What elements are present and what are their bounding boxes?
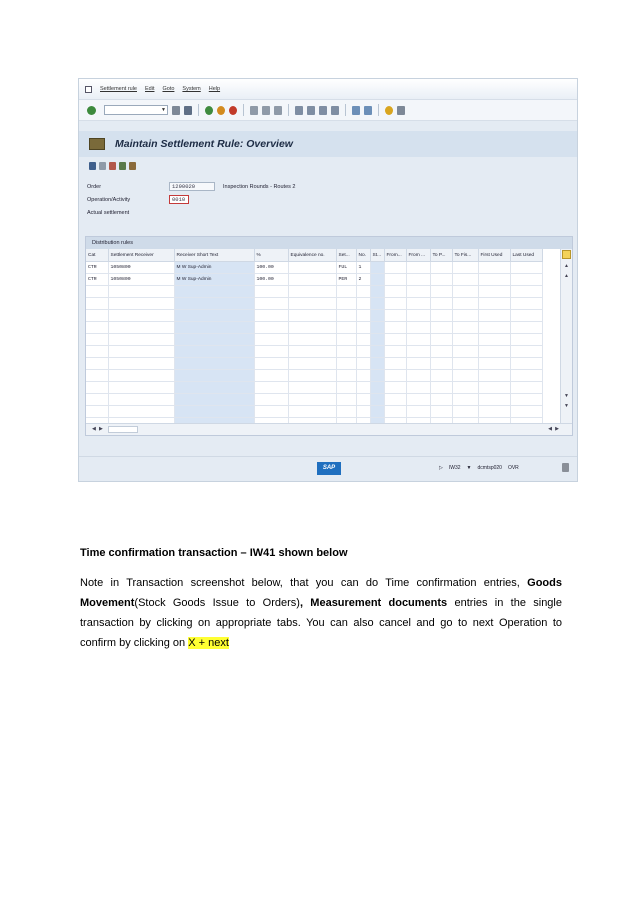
table-cell[interactable] — [174, 370, 254, 382]
enter-icon[interactable] — [87, 106, 96, 115]
table-cell[interactable] — [430, 394, 452, 406]
table-cell[interactable] — [86, 382, 108, 394]
column-settings-icon[interactable] — [562, 250, 571, 259]
actual-settlement-label: Actual settlement — [87, 209, 130, 216]
table-cell[interactable] — [174, 322, 254, 334]
responsibility-icon[interactable] — [129, 162, 136, 170]
table-cell[interactable] — [174, 394, 254, 406]
table-cell[interactable] — [370, 298, 384, 310]
table-cell[interactable] — [86, 370, 108, 382]
back-icon[interactable] — [172, 106, 180, 115]
table-cell[interactable] — [356, 334, 370, 346]
table-row[interactable] — [86, 298, 542, 310]
table-cell[interactable] — [336, 310, 356, 322]
table-cell[interactable] — [384, 358, 406, 370]
transaction-icon — [89, 138, 105, 150]
table-cell[interactable]: 100.00 — [254, 262, 288, 274]
column-header[interactable]: Cat — [86, 249, 108, 262]
table-row[interactable] — [86, 286, 542, 298]
find-next-icon[interactable] — [274, 106, 282, 115]
table-cell[interactable] — [86, 346, 108, 358]
table-cell[interactable] — [406, 286, 430, 298]
layout-menu-icon[interactable] — [397, 106, 405, 115]
table-cell[interactable] — [336, 322, 356, 334]
table-cell[interactable] — [384, 394, 406, 406]
table-cell[interactable] — [86, 322, 108, 334]
table-cell[interactable] — [108, 406, 174, 418]
table-cell[interactable] — [356, 346, 370, 358]
horizontal-scrollbar[interactable] — [86, 423, 572, 435]
column-header[interactable]: Equivalence no. — [288, 249, 336, 262]
table-cell[interactable] — [288, 370, 336, 382]
table-cell[interactable] — [174, 406, 254, 418]
save-icon[interactable] — [184, 106, 192, 115]
table-cell[interactable] — [384, 322, 406, 334]
order-label: Order — [87, 183, 102, 190]
table-cell[interactable] — [108, 334, 174, 346]
table-cell[interactable] — [510, 370, 542, 382]
table-cell[interactable] — [478, 322, 510, 334]
table-row[interactable] — [86, 346, 542, 358]
settlement-header-form — [87, 181, 567, 223]
table-cell[interactable] — [288, 346, 336, 358]
table-cell[interactable] — [478, 334, 510, 346]
overview-icon[interactable] — [89, 162, 96, 170]
new-session-icon[interactable] — [352, 106, 360, 115]
menu-system[interactable]: System — [182, 86, 201, 92]
table-cell[interactable] — [108, 310, 174, 322]
table-cell[interactable] — [452, 334, 478, 346]
print-icon[interactable] — [250, 106, 258, 115]
table-row[interactable] — [86, 358, 542, 370]
table-cell[interactable] — [452, 346, 478, 358]
table-cell[interactable] — [478, 274, 510, 286]
table-cell[interactable]: 1050800 — [108, 274, 174, 286]
goods-movement-bold: Goods Movement — [80, 577, 562, 609]
next-page-icon[interactable] — [319, 106, 327, 115]
table-cell[interactable] — [108, 358, 174, 370]
table-cell[interactable] — [510, 346, 542, 358]
column-header[interactable]: Last Used — [510, 249, 542, 262]
distribution-rules-header: Distribution rules — [86, 237, 572, 249]
menu-edit[interactable]: Edit — [145, 86, 155, 92]
highlighted-text: X + next — [188, 637, 229, 649]
window-menu-icon[interactable] — [85, 86, 92, 93]
order-row — [87, 181, 295, 192]
table-cell[interactable] — [384, 346, 406, 358]
operation-row — [87, 194, 189, 205]
table-cell[interactable] — [174, 334, 254, 346]
help-icon[interactable] — [385, 106, 393, 115]
sap-logo: SAP — [317, 462, 341, 475]
table-cell[interactable] — [336, 358, 356, 370]
table-cell[interactable] — [288, 334, 336, 346]
back-nav-icon[interactable] — [205, 106, 213, 115]
standard-toolbar — [79, 99, 577, 121]
delete-icon[interactable] — [109, 162, 116, 170]
chevron-down-icon[interactable]: ▼ — [161, 107, 166, 113]
table-cell[interactable] — [384, 370, 406, 382]
system-info — [439, 465, 519, 471]
table-cell[interactable] — [452, 298, 478, 310]
scroll-left-icon[interactable]: ◀ — [92, 426, 96, 432]
table-cell[interactable] — [384, 310, 406, 322]
table-cell[interactable] — [406, 262, 430, 274]
table-cell[interactable] — [356, 370, 370, 382]
scroll-left-end-icon[interactable]: ◀ — [548, 426, 552, 432]
table-cell[interactable] — [108, 370, 174, 382]
column-header[interactable]: Set... — [336, 249, 356, 262]
table-cell[interactable]: 2 — [356, 274, 370, 286]
table-cell[interactable]: CTR — [86, 274, 108, 286]
table-cell[interactable] — [108, 298, 174, 310]
table-cell[interactable]: 1 — [356, 262, 370, 274]
table-cell[interactable] — [108, 286, 174, 298]
table-cell[interactable] — [384, 298, 406, 310]
first-page-icon[interactable] — [295, 106, 303, 115]
table-cell[interactable] — [254, 406, 288, 418]
table-cell[interactable] — [384, 334, 406, 346]
copy-icon[interactable] — [119, 162, 126, 170]
table-cell[interactable] — [478, 298, 510, 310]
vertical-scrollbar[interactable] — [560, 249, 572, 425]
table-cell[interactable] — [406, 322, 430, 334]
column-header[interactable]: St... — [370, 249, 384, 262]
table-cell[interactable] — [406, 406, 430, 418]
table-cell[interactable] — [370, 358, 384, 370]
lock-icon — [562, 463, 569, 472]
table-cell[interactable] — [384, 406, 406, 418]
table-cell[interactable]: 100.00 — [254, 274, 288, 286]
horizontal-scroll-thumb[interactable] — [108, 426, 138, 433]
scroll-right-small-icon[interactable]: ▶ — [99, 426, 103, 432]
measurement-documents-bold: , Measurement documents — [299, 597, 448, 609]
table-cell[interactable] — [336, 298, 356, 310]
table-cell[interactable] — [406, 394, 430, 406]
table-cell[interactable] — [430, 346, 452, 358]
table-cell[interactable] — [336, 406, 356, 418]
toolbar-separator — [378, 104, 379, 116]
table-cell[interactable] — [452, 274, 478, 286]
table-cell[interactable] — [356, 310, 370, 322]
column-header[interactable]: From... — [384, 249, 406, 262]
table-cell[interactable] — [86, 298, 108, 310]
table-row[interactable] — [86, 334, 542, 346]
table-cell[interactable] — [406, 346, 430, 358]
table-cell[interactable] — [254, 346, 288, 358]
scroll-right-icon[interactable]: ▶ — [555, 426, 559, 432]
toolbar-separator — [345, 104, 346, 116]
paragraph-text-1: Note in Transaction screenshot below, that you can do Time confirmation entries, — [80, 577, 528, 589]
table-cell[interactable] — [510, 298, 542, 310]
column-header[interactable]: First Used — [478, 249, 510, 262]
table-cell[interactable] — [254, 310, 288, 322]
table-cell[interactable] — [370, 394, 384, 406]
table-header-row — [86, 249, 542, 262]
table-row[interactable] — [86, 382, 542, 394]
table-cell[interactable] — [336, 382, 356, 394]
table-cell[interactable] — [86, 406, 108, 418]
insert-mode: OVR — [507, 465, 519, 471]
command-field[interactable] — [104, 105, 168, 115]
table-cell[interactable] — [370, 382, 384, 394]
table-cell[interactable] — [108, 322, 174, 334]
table-cell[interactable] — [478, 370, 510, 382]
table-row[interactable] — [86, 310, 542, 322]
table-cell[interactable] — [370, 286, 384, 298]
table-cell[interactable] — [254, 358, 288, 370]
table-cell[interactable]: PER — [336, 274, 356, 286]
menu-settlement-rule[interactable]: Settlement rule — [100, 86, 137, 92]
table-cell[interactable] — [430, 262, 452, 274]
last-page-icon[interactable] — [331, 106, 339, 115]
table-cell[interactable] — [478, 286, 510, 298]
table-cell[interactable] — [510, 382, 542, 394]
table-cell[interactable] — [430, 334, 452, 346]
table-cell[interactable] — [288, 298, 336, 310]
table-cell[interactable] — [430, 370, 452, 382]
distribution-rules-table — [85, 236, 573, 436]
table-cell[interactable] — [108, 346, 174, 358]
table-cell[interactable] — [288, 322, 336, 334]
table-cell[interactable] — [254, 382, 288, 394]
actual-settlement-row — [87, 207, 169, 218]
table-cell[interactable] — [478, 406, 510, 418]
section-heading: Time confirmation transaction – IW41 shown below — [80, 547, 348, 559]
operation-label: Operation/Activity — [87, 196, 131, 203]
table-cell[interactable] — [254, 370, 288, 382]
table-cell[interactable] — [510, 286, 542, 298]
table-cell[interactable] — [510, 334, 542, 346]
chevron-down-icon[interactable]: ▼ — [466, 465, 472, 471]
table-cell[interactable] — [384, 382, 406, 394]
server-name: dcmtsp020 — [477, 465, 502, 471]
play-icon[interactable]: ▷ — [439, 465, 443, 471]
table-cell[interactable] — [510, 274, 542, 286]
paragraph-text-2: (Stock Goods Issue to Orders) — [134, 597, 300, 609]
distribution-grid — [86, 249, 543, 430]
table-cell[interactable] — [406, 310, 430, 322]
table-cell[interactable] — [430, 274, 452, 286]
body-paragraph — [80, 573, 562, 653]
table-cell[interactable] — [452, 370, 478, 382]
table-cell[interactable] — [336, 346, 356, 358]
table-cell[interactable] — [86, 334, 108, 346]
table-cell[interactable] — [510, 394, 542, 406]
table-cell[interactable] — [452, 310, 478, 322]
table-cell[interactable] — [370, 334, 384, 346]
table-cell[interactable] — [452, 286, 478, 298]
table-cell[interactable] — [288, 286, 336, 298]
table-cell[interactable] — [174, 286, 254, 298]
table-cell[interactable] — [356, 322, 370, 334]
table-cell[interactable] — [384, 262, 406, 274]
table-cell[interactable] — [254, 286, 288, 298]
table-cell[interactable]: M W Sup-Admin — [174, 274, 254, 286]
table-cell[interactable] — [254, 334, 288, 346]
operation-field[interactable]: 0010 — [169, 195, 189, 204]
table-cell[interactable] — [288, 382, 336, 394]
table-cell[interactable] — [430, 286, 452, 298]
table-cell[interactable] — [370, 370, 384, 382]
table-cell[interactable] — [86, 394, 108, 406]
menu-goto[interactable]: Goto — [162, 86, 175, 92]
table-cell[interactable] — [370, 262, 384, 274]
column-header[interactable]: Receiver Short Text — [174, 249, 254, 262]
table-cell[interactable] — [174, 298, 254, 310]
menu-help[interactable]: Help — [208, 86, 221, 92]
find-icon[interactable] — [262, 106, 270, 115]
table-cell[interactable] — [356, 406, 370, 418]
toolbar-separator — [198, 104, 199, 116]
table-cell[interactable] — [356, 394, 370, 406]
table-cell[interactable] — [174, 382, 254, 394]
exit-icon[interactable] — [217, 106, 225, 115]
table-cell[interactable] — [510, 358, 542, 370]
order-description: Inspection Rounds - Routes 2 — [223, 183, 296, 190]
table-row[interactable] — [86, 322, 542, 334]
table-cell[interactable] — [406, 382, 430, 394]
detail-icon[interactable] — [99, 162, 106, 170]
scroll-page-down-icon[interactable]: ▼ — [564, 393, 569, 399]
table-cell[interactable] — [406, 358, 430, 370]
table-cell[interactable] — [254, 322, 288, 334]
table-cell[interactable] — [478, 394, 510, 406]
table-cell[interactable] — [430, 322, 452, 334]
title-bar — [79, 131, 577, 157]
table-cell[interactable] — [510, 310, 542, 322]
table-cell[interactable]: M W Sup-Admin — [174, 262, 254, 274]
table-cell[interactable]: 1050800 — [108, 262, 174, 274]
table-cell[interactable] — [174, 346, 254, 358]
table-cell[interactable] — [108, 394, 174, 406]
table-cell[interactable] — [430, 310, 452, 322]
table-cell[interactable] — [406, 274, 430, 286]
scroll-up-icon[interactable]: ▲ — [564, 263, 569, 269]
table-cell[interactable]: FUL — [336, 262, 356, 274]
column-header[interactable]: From ... — [406, 249, 430, 262]
column-header[interactable]: % — [254, 249, 288, 262]
toolbar-separator — [288, 104, 289, 116]
table-cell[interactable] — [356, 358, 370, 370]
table-cell[interactable] — [370, 406, 384, 418]
table-row[interactable] — [86, 406, 542, 418]
table-cell[interactable] — [510, 262, 542, 274]
scroll-down-icon[interactable]: ▼ — [564, 403, 569, 409]
toolbar-separator — [243, 104, 244, 116]
application-toolbar — [79, 157, 577, 175]
scroll-page-up-icon[interactable]: ▲ — [564, 273, 569, 279]
table-cell[interactable] — [370, 322, 384, 334]
table-cell[interactable] — [452, 406, 478, 418]
transaction-code: IW32 — [448, 465, 461, 471]
table-cell[interactable] — [478, 346, 510, 358]
table-cell[interactable] — [478, 262, 510, 274]
table-cell[interactable] — [86, 310, 108, 322]
table-row[interactable] — [86, 370, 542, 382]
table-cell[interactable] — [288, 274, 336, 286]
table-cell[interactable] — [406, 334, 430, 346]
table-cell[interactable]: CTR — [86, 262, 108, 274]
table-cell[interactable] — [510, 406, 542, 418]
table-cell[interactable] — [336, 394, 356, 406]
table-cell[interactable] — [108, 382, 174, 394]
status-bar — [79, 456, 577, 481]
table-cell[interactable] — [430, 358, 452, 370]
table-cell[interactable] — [430, 382, 452, 394]
table-cell[interactable] — [452, 382, 478, 394]
table-cell[interactable] — [452, 322, 478, 334]
table-cell[interactable] — [336, 370, 356, 382]
table-cell[interactable] — [452, 394, 478, 406]
table-cell[interactable] — [288, 358, 336, 370]
table-cell[interactable] — [370, 274, 384, 286]
table-cell[interactable] — [452, 358, 478, 370]
table-cell[interactable] — [406, 298, 430, 310]
shortcut-icon[interactable] — [364, 106, 372, 115]
table-cell[interactable] — [356, 286, 370, 298]
table-cell[interactable] — [288, 406, 336, 418]
table-cell[interactable] — [336, 286, 356, 298]
table-cell[interactable] — [174, 310, 254, 322]
table-cell[interactable] — [174, 358, 254, 370]
cancel-icon[interactable] — [229, 106, 237, 115]
table-cell[interactable] — [406, 370, 430, 382]
column-header[interactable]: Settlement Receiver — [108, 249, 174, 262]
table-cell[interactable] — [384, 274, 406, 286]
table-cell[interactable] — [430, 406, 452, 418]
table-cell[interactable] — [478, 310, 510, 322]
previous-page-icon[interactable] — [307, 106, 315, 115]
table-row[interactable] — [86, 262, 542, 274]
table-cell[interactable] — [370, 346, 384, 358]
table-cell[interactable] — [288, 394, 336, 406]
table-cell[interactable] — [254, 298, 288, 310]
table-cell[interactable] — [288, 310, 336, 322]
column-header[interactable]: No. — [356, 249, 370, 262]
column-header[interactable]: To Fis... — [452, 249, 478, 262]
page-title: Maintain Settlement Rule: Overview — [115, 138, 293, 150]
table-cell[interactable] — [452, 262, 478, 274]
table-cell[interactable] — [384, 286, 406, 298]
table-cell[interactable] — [430, 298, 452, 310]
table-cell[interactable] — [336, 334, 356, 346]
table-cell[interactable] — [86, 286, 108, 298]
table-cell[interactable] — [356, 298, 370, 310]
table-cell[interactable] — [288, 262, 336, 274]
table-row[interactable] — [86, 274, 542, 286]
sap-screenshot — [78, 78, 578, 482]
column-header[interactable]: To P... — [430, 249, 452, 262]
table-cell[interactable] — [510, 322, 542, 334]
table-cell[interactable] — [478, 358, 510, 370]
paragraph-text-3: entries in the single transaction by clicking on appropriate tabs. You can also cancel and go to next Operation to confirm by clicking on — [80, 597, 562, 649]
table-cell[interactable] — [370, 310, 384, 322]
table-cell[interactable] — [478, 382, 510, 394]
table-cell[interactable] — [86, 358, 108, 370]
menu-bar — [79, 79, 577, 99]
order-field[interactable]: 1290020 — [169, 182, 215, 191]
table-row[interactable] — [86, 394, 542, 406]
table-cell[interactable] — [254, 394, 288, 406]
table-cell[interactable] — [356, 382, 370, 394]
table-body — [86, 262, 542, 430]
